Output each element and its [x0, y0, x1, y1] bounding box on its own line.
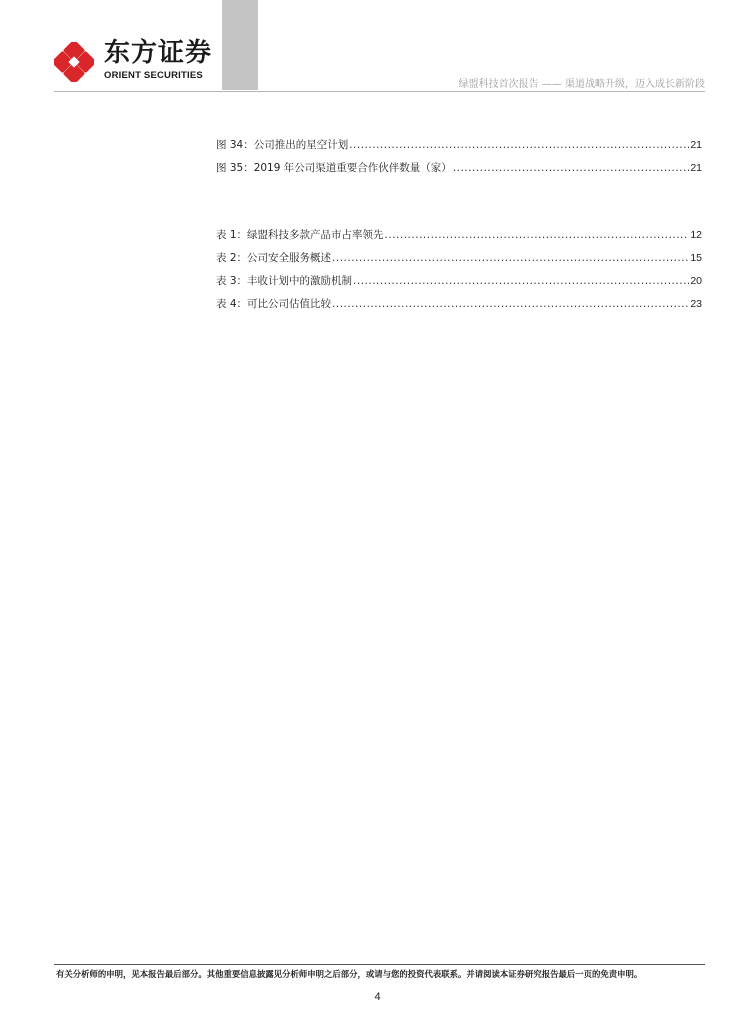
toc-entry-label: 表 4：可比公司估值比较: [216, 298, 332, 310]
figure-index-list: [216, 137, 702, 183]
header-gray-tab: [222, 0, 258, 90]
toc-entry-table-3[interactable]: [216, 273, 702, 296]
toc-leader-dots: [349, 139, 689, 151]
toc-entry-page: 20: [690, 275, 702, 287]
toc-entry-label: 表 1：绿盟科技多款产品市占率领先: [216, 229, 384, 241]
toc-leader-dots: [453, 162, 690, 174]
toc-entry-page: 21: [690, 162, 702, 174]
toc-entry-table-4[interactable]: [216, 296, 702, 319]
report-title: 绿盟科技首次报告 —— 渠道战略升级，迈入成长新阶段: [458, 79, 705, 90]
footer-disclaimer: 有关分析师的申明，见本报告最后部分。其他重要信息披露见分析师申明之后部分，或请与您的投资代表联系。并请阅读本证券研究报告最后一页的免责申明。: [56, 969, 643, 979]
toc-entry-page: 21: [690, 139, 702, 151]
toc-leader-dots: [353, 275, 689, 287]
toc-entry-table-1[interactable]: [216, 227, 702, 250]
page-number: 4: [374, 991, 381, 1003]
logo-chinese-name: 东方证券: [104, 38, 213, 68]
toc-entry-label: 图 34：公司推出的星空计划: [216, 139, 349, 151]
toc-entry-page: 23: [690, 298, 702, 310]
toc-leader-dots: [385, 229, 690, 241]
toc-entry-table-2[interactable]: [216, 250, 702, 273]
toc-entry-page: 15: [690, 252, 702, 264]
toc-leader-dots: [332, 252, 689, 264]
toc-entry-figure-34[interactable]: [216, 137, 702, 160]
header-divider: [54, 91, 705, 92]
table-index-list: [216, 227, 702, 319]
toc-leader-dots: [332, 298, 689, 310]
toc-entry-label: 表 3：丰收计划中的激励机制: [216, 275, 353, 287]
footer-divider: [54, 964, 705, 965]
toc-entry-label: 图 35：2019 年公司渠道重要合作伙伴数量（家）: [216, 162, 452, 174]
toc-entry-page: 12: [690, 229, 702, 241]
toc-entry-label: 表 2：公司安全服务概述: [216, 252, 332, 264]
orient-securities-logo-icon: [54, 42, 94, 82]
logo-english-name: ORIENT SECURITIES: [104, 70, 203, 81]
toc-entry-figure-35[interactable]: [216, 160, 702, 183]
